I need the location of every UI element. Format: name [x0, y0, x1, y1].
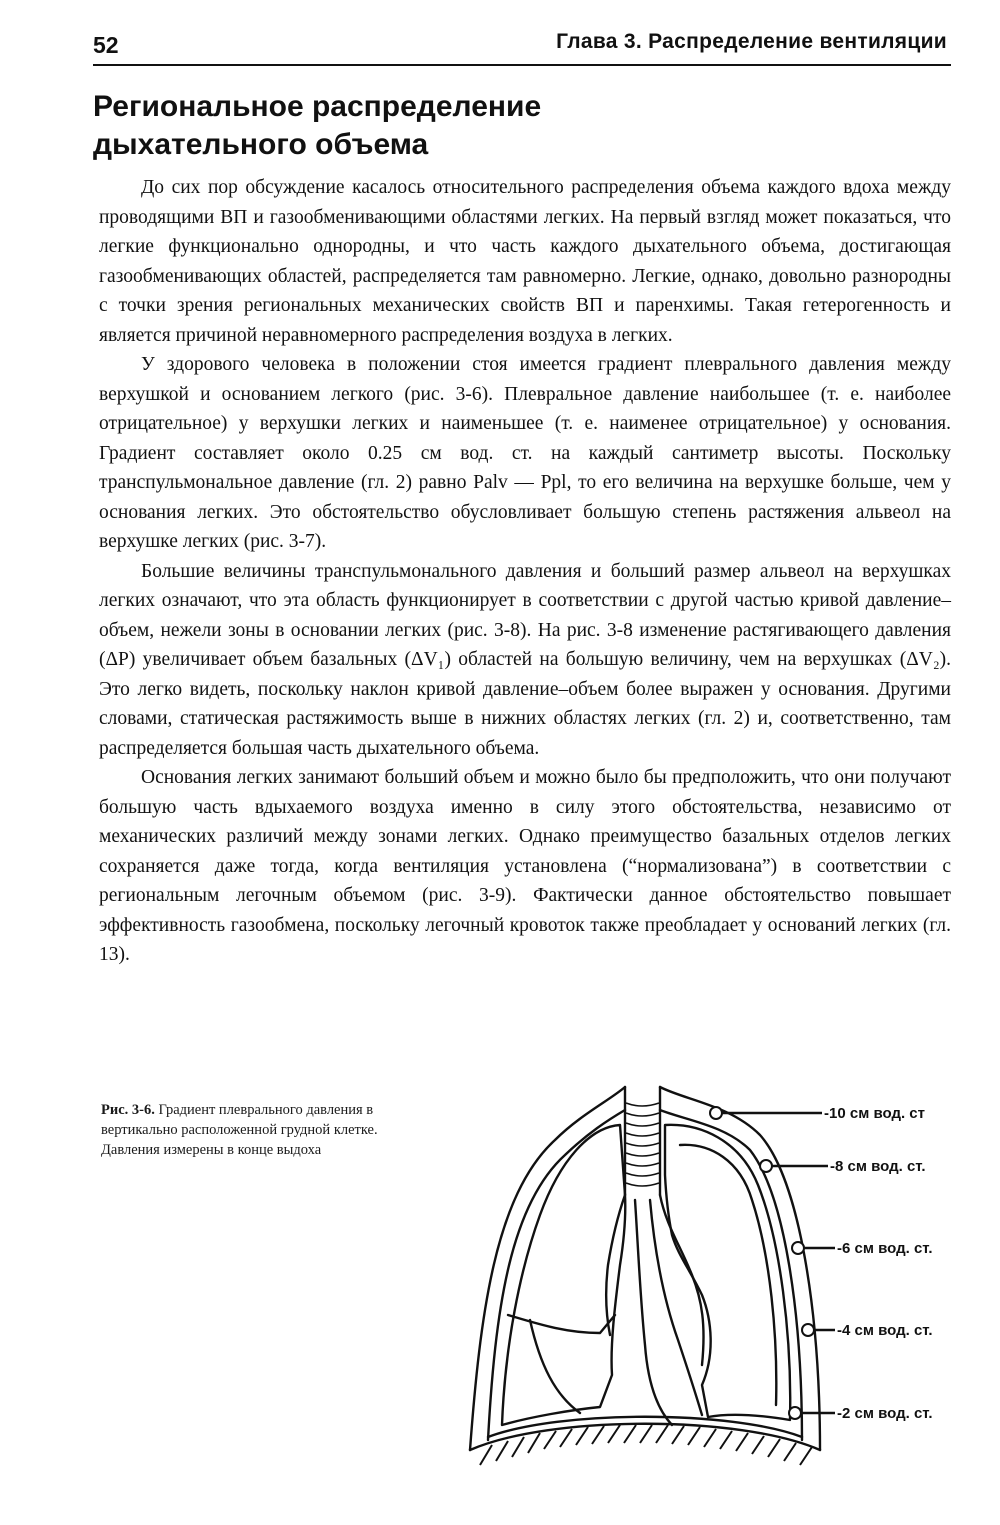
figure-label: Рис. 3-6. [101, 1102, 155, 1118]
left-lung-lobe-line [530, 1320, 580, 1413]
paragraph-2: У здорового человека в положении стоя имеется градиент плеврального давления между верхушкой и основанием легкого (рис. 3-6). Плевральное давление наибольшее (т. е. наиболее отрицательное) у верхушки легких и наименьшее (т. е. наименее отрицательное) у основания. Градиент составляет около 0.25 см вод. ст. на каждый сантиметр высоты. Поскольку транспульмональное давление (гл. 2) равно Palv — Ppl, то его величина на верхушке больше, чем у основания легких. Это обстоятельство обусловливает большую степень растяжения альвеол на верхушке легких (рис. 3-7). [99, 354, 951, 552]
trachea-rings [626, 1103, 659, 1186]
trachea-ring [626, 1143, 659, 1146]
page-number: 52 [93, 32, 119, 58]
trachea-ring [626, 1163, 659, 1166]
left-lung-fissure [508, 1315, 615, 1333]
figure-caption [101, 1100, 391, 1160]
chapter-title: Глава 3. Распределение вентиляции [556, 30, 947, 53]
mediastinum [635, 1200, 702, 1425]
pressure-marker-3 [792, 1242, 804, 1254]
lung-diagram-svg [440, 1065, 970, 1505]
trachea-ring [626, 1103, 659, 1106]
pressure-marker-2 [760, 1160, 772, 1172]
diaphragm-hatching [480, 1425, 812, 1465]
section-title-line-1: Региональное распределение [93, 90, 542, 123]
lung-pressure-diagram [440, 1065, 970, 1505]
pressure-label-3: -6 см вод. ст. [837, 1240, 933, 1257]
trachea-ring [626, 1113, 659, 1116]
paragraph-3: Большие величины транспульмонального давления и больший размер альвеол на верхушках легких означают, что эта область функционирует в соответствии с другой частью кривой давление–объем, нежели зоны в основании легких (рис. 3-8). На рис. 3-8 изменение растягивающего давления (ΔP) увеличивает объем базальных (ΔV₁) областей на большую величину, чем на верхушках (ΔV₂). Это легко видеть, поскольку наклон кривой давление–объем более выражен у основания. Другими словами, статическая растяжимость выше в нижних областях легких (гл. 2) и, соответственно, там распределяется большая часть дыхательного объема. [99, 560, 951, 759]
paragraph-1: До сих пор обсуждение касалось относительного распределения объема каждого вдоха между проводящими ВП и газообменивающими областями легких. На первый взгляд может показаться, что легкие функционально однородны, и что часть каждого дыхательного объема, достигающая газообменивающих областей, распределяется там равномерно. Легкие, однако, довольно разнородны с точки зрения региональных механических свойств ВП и паренхимы. Такая гетерогенность и является причиной неравномерного распределения воздуха в легких. [99, 177, 951, 346]
pressure-marker-4 [802, 1324, 814, 1336]
running-header [93, 28, 951, 66]
right-lung-inner [680, 1145, 776, 1405]
body-text [99, 173, 951, 970]
section-title-line-2: дыхательного объема [93, 128, 429, 161]
chest-wall-inner [488, 1110, 802, 1440]
pressure-markers [710, 1107, 814, 1419]
section-title [93, 88, 793, 164]
right-bronchus [660, 1195, 704, 1365]
trachea-ring [626, 1133, 659, 1136]
trachea-ring [626, 1183, 659, 1186]
pressure-label-4: -4 см вод. ст. [837, 1322, 933, 1339]
pressure-label-1: -10 см вод. ст [824, 1105, 925, 1122]
trachea [625, 1087, 660, 1195]
pressure-marker-1 [710, 1107, 722, 1119]
pressure-marker-5 [789, 1407, 801, 1419]
pressure-label-2: -8 см вод. ст. [830, 1158, 926, 1175]
trachea-ring [626, 1153, 659, 1156]
paragraph-4: Основания легких занимают больший объем и можно было бы предположить, что они получают большую часть вдыхаемого воздуха именно в силу этого обстоятельства, независимо от механических различий между зонами легких. Однако преимущество базальных отделов легких сохраняется даже тогда, когда вентиляция установлена (“нормализована”) в соответствии с региональным легочным объемом (рис. 3-9). Фактически данное обстоятельство повышает эффективность газообмена, поскольку легочный кровоток также преобладает у оснований легких (гл. 13). [99, 767, 951, 965]
trachea-ring [626, 1173, 659, 1176]
figure-caption-text: Градиент плеврального давления в вертикально расположенной грудной клетке. Давления измерены в конце выдоха [101, 1102, 378, 1158]
trachea-ring [626, 1123, 659, 1126]
pressure-label-5: -2 см вод. ст. [837, 1405, 933, 1422]
